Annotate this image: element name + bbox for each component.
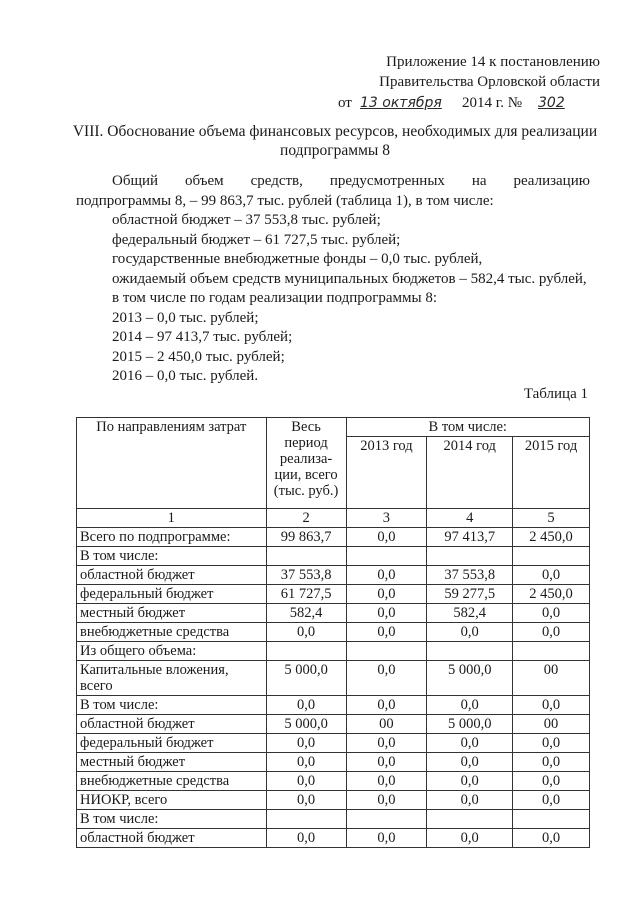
header-line-1: Приложение 14 к постановлению [386, 54, 600, 70]
funding-table [76, 417, 590, 848]
table-caption: Таблица 1 [523, 386, 588, 402]
cell-2015: 0,0 [513, 696, 590, 715]
table-row [77, 715, 590, 734]
row-label: внебюджетные средства [77, 772, 267, 791]
row-label: областной бюджет [77, 566, 267, 585]
table-row [77, 696, 590, 715]
cell-2014: 0,0 [427, 829, 513, 848]
cell-total: 582,4 [266, 604, 346, 623]
cell-total: 5 000,0 [266, 661, 346, 696]
cell-2015 [513, 642, 590, 661]
word: средств, [250, 173, 303, 189]
col-header-2013: 2013 год [346, 437, 427, 509]
table-row [77, 791, 590, 810]
cell-2014: 582,4 [427, 604, 513, 623]
cell-2015: 00 [513, 715, 590, 734]
cell-2014: 0,0 [427, 696, 513, 715]
index-cell: 5 [513, 509, 590, 528]
cell-2014: 0,0 [427, 791, 513, 810]
row-label: внебюджетные средства [77, 623, 267, 642]
cell-2014: 0,0 [427, 753, 513, 772]
cell-total: 0,0 [266, 791, 346, 810]
cell-2013: 0,0 [346, 604, 427, 623]
cell-total: 0,0 [266, 753, 346, 772]
cell-2015: 0,0 [513, 791, 590, 810]
row-label: В том числе: [77, 696, 267, 715]
cell-2015: 0,0 [513, 829, 590, 848]
row-label: В том числе: [77, 547, 267, 566]
header-line-3 [330, 92, 600, 114]
index-cell: 3 [346, 509, 427, 528]
body-line-8: 2013 – 0,0 тыс. рублей; [112, 309, 259, 326]
table-row [77, 585, 590, 604]
cell-total [266, 642, 346, 661]
cell-total: 61 727,5 [266, 585, 346, 604]
row-label: областной бюджет [77, 829, 267, 848]
cell-2014 [427, 642, 513, 661]
cell-2013: 0,0 [346, 528, 427, 547]
body-line-7: в том числе по годам реализации подпрограммы 8: [112, 290, 438, 306]
section-title: VIII. Обоснование объема финансовых ресурсов, необходимых для реализации подпрограммы 8 [72, 123, 598, 159]
cell-2013: 0,0 [346, 585, 427, 604]
cell-2014: 0,0 [427, 623, 513, 642]
cell-2015: 2 450,0 [513, 585, 590, 604]
body-line-10: 2015 – 2 450,0 тыс. рублей; [112, 348, 285, 365]
cell-2014: 59 277,5 [427, 585, 513, 604]
table-row [77, 661, 590, 696]
body-line-3: областной бюджет – 37 553,8 тыс. рублей; [112, 212, 381, 228]
table-row [77, 566, 590, 585]
index-row [77, 509, 590, 528]
body-line-11: 2016 – 0,0 тыс. рублей. [112, 368, 259, 384]
cell-2013: 0,0 [346, 696, 427, 715]
header-prefix: от [338, 95, 352, 111]
table-row [77, 772, 590, 791]
cell-2015 [513, 547, 590, 566]
cell-2013: 0,0 [346, 829, 427, 848]
row-label: местный бюджет [77, 604, 267, 623]
index-cell: 4 [427, 509, 513, 528]
cell-2014: 97 413,7 [427, 528, 513, 547]
index-cell: 2 [266, 509, 346, 528]
body-text [76, 172, 590, 387]
cell-2013: 0,0 [346, 734, 427, 753]
cell-total [266, 547, 346, 566]
cell-2014: 0,0 [427, 772, 513, 791]
cell-total: 5 000,0 [266, 715, 346, 734]
word: предусмотренных [329, 173, 445, 189]
cell-2013: 0,0 [346, 772, 427, 791]
row-label: Из общего объема: [77, 642, 267, 661]
cell-2014 [427, 810, 513, 829]
handwritten-date: 13 октября [360, 95, 442, 111]
body-line-9: 2014 – 97 413,7 тыс. рублей; [112, 329, 293, 345]
row-label: НИОКР, всего [77, 791, 267, 810]
cell-2015: 0,0 [513, 623, 590, 642]
cell-2013: 0,0 [346, 791, 427, 810]
cell-2014: 5 000,0 [427, 661, 513, 696]
cell-2013 [346, 547, 427, 566]
col-header-total: Весь период реализа-ции, всего (тыс. руб.) [266, 418, 346, 509]
cell-2015: 0,0 [513, 566, 590, 585]
table-row [77, 623, 590, 642]
cell-2013: 0,0 [346, 623, 427, 642]
row-label: федеральный бюджет [77, 734, 267, 753]
row-label: федеральный бюджет [77, 585, 267, 604]
handwritten-number: 302 [538, 95, 565, 111]
body-line-1 [76, 172, 590, 192]
table-row [77, 829, 590, 848]
cell-2014: 5 000,0 [427, 715, 513, 734]
col-header-directions: По направлениям затрат [77, 418, 267, 509]
word: Общий [112, 173, 159, 189]
table-row [77, 528, 590, 547]
cell-2014: 37 553,8 [427, 566, 513, 585]
table-row [77, 734, 590, 753]
appendix-header [330, 52, 600, 114]
cell-total: 0,0 [266, 696, 346, 715]
body-line-6: ожидаемый объем средств муниципальных бюджетов – 582,4 тыс. рублей, [112, 270, 587, 287]
row-label: местный бюджет [77, 753, 267, 772]
body-line-2: подпрограммы 8, – 99 863,7 тыс. рублей (таблица 1), в том числе: [76, 192, 494, 209]
col-header-2015: 2015 год [513, 437, 590, 509]
word: реализацию [513, 173, 590, 189]
word: объем [185, 173, 224, 189]
cell-2015: 0,0 [513, 772, 590, 791]
table-row [77, 604, 590, 623]
col-header-2014: 2014 год [427, 437, 513, 509]
cell-2014 [427, 547, 513, 566]
table-row [77, 753, 590, 772]
cell-2013 [346, 642, 427, 661]
index-cell: 1 [77, 509, 267, 528]
cell-2015: 0,0 [513, 753, 590, 772]
cell-2015: 0,0 [513, 734, 590, 753]
cell-total: 0,0 [266, 772, 346, 791]
cell-2013: 0,0 [346, 753, 427, 772]
cell-total: 99 863,7 [266, 528, 346, 547]
row-label: областной бюджет [77, 715, 267, 734]
cell-total: 0,0 [266, 623, 346, 642]
cell-total: 0,0 [266, 829, 346, 848]
header-year: 2014 г. № [462, 95, 523, 111]
cell-2014: 0,0 [427, 734, 513, 753]
cell-total: 0,0 [266, 734, 346, 753]
body-line-5: государственные внебюджетные фонды – 0,0 тыс. рублей, [112, 251, 483, 267]
cell-total: 37 553,8 [266, 566, 346, 585]
table-row [77, 547, 590, 566]
table-row [77, 642, 590, 661]
header-line-2: Правительства Орловской области [379, 74, 600, 90]
table-row [77, 810, 590, 829]
body-line-4: федеральный бюджет – 61 727,5 тыс. рублей; [112, 231, 401, 248]
cell-2015: 0,0 [513, 604, 590, 623]
row-label: Всего по подпрограмме: [77, 528, 267, 547]
row-label: В том числе: [77, 810, 267, 829]
cell-2015 [513, 810, 590, 829]
row-label: Капитальные вложения, всего [77, 661, 267, 696]
cell-2013: 0,0 [346, 566, 427, 585]
cell-2013: 00 [346, 715, 427, 734]
col-header-including: В том числе: [346, 418, 589, 437]
word: на [471, 173, 487, 189]
cell-2015: 00 [513, 661, 590, 696]
table-body [77, 528, 590, 848]
cell-total [266, 810, 346, 829]
cell-2015: 2 450,0 [513, 528, 590, 547]
cell-2013 [346, 810, 427, 829]
cell-2013: 0,0 [346, 661, 427, 696]
